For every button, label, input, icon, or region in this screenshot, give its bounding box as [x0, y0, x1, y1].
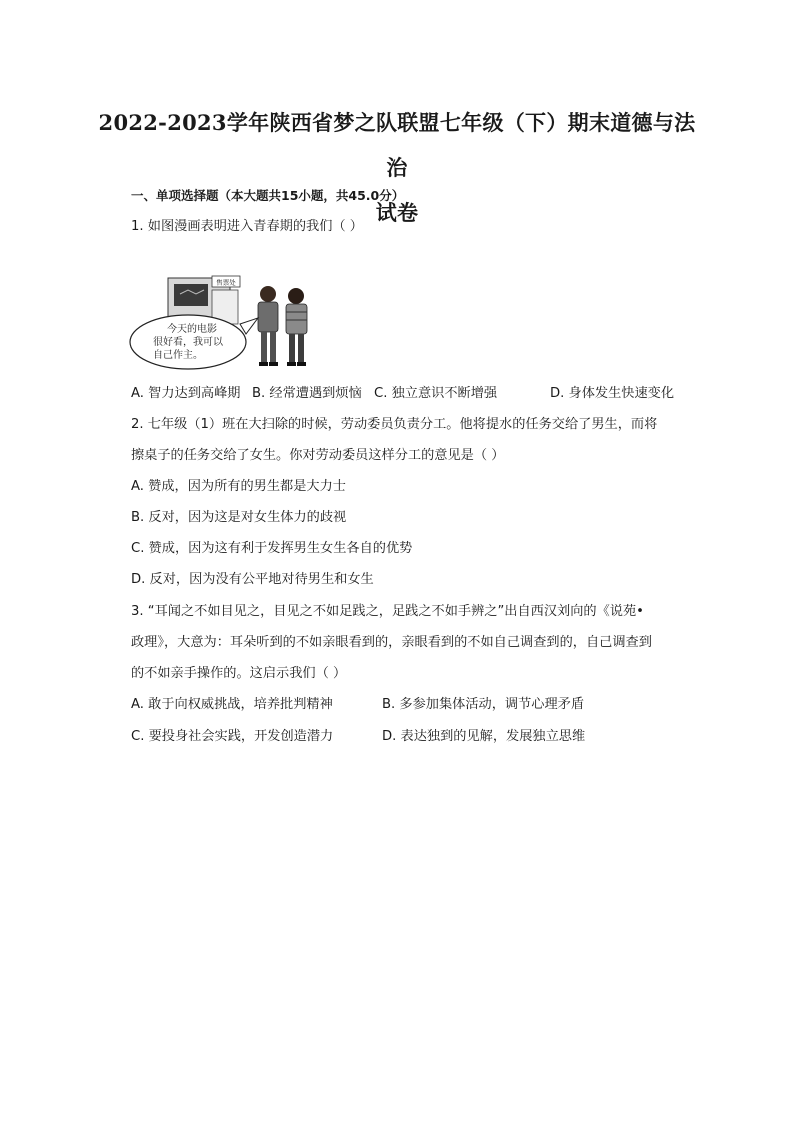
question-3-stem-line-1: 3. “耳闻之不如目见之，目见之不如足践之，足践之不如手辨之”出自西汉刘向的《说苑• [131, 604, 644, 619]
q1-option-b[interactable]: B. 经常遭遇到烦恼 [252, 386, 362, 401]
booth-sign: 售票处 [216, 278, 236, 287]
q1-option-a[interactable]: A. 智力达到高峰期 [131, 386, 241, 401]
bubble-line-2: 很好看，我可以 [153, 337, 223, 348]
title-line-1: 2022-2023学年陕西省梦之队联盟七年级（下）期末道德与法治 [98, 110, 696, 180]
boy-figure-left [258, 286, 278, 366]
question-1-stem: 1. 如图漫画表明进入青春期的我们（ ） [131, 219, 363, 234]
question-3-stem-line-3: 的不如亲手操作的。这启示我们（ ） [131, 666, 347, 681]
title-line-2: 试卷 [375, 200, 419, 225]
cartoon-figure [128, 272, 324, 372]
q2-option-d[interactable]: D. 反对，因为没有公平地对待男生和女生 [131, 572, 374, 587]
q1-option-d[interactable]: D. 身体发生快速变化 [550, 386, 675, 401]
question-3-stem-line-2: 政理》，大意为：耳朵听到的不如亲眼看到的，亲眼看到的不如自己调查到的，自己调查到 [131, 635, 652, 650]
bubble-line-1: 今天的电影 [167, 324, 217, 335]
q3-option-b[interactable]: B. 多参加集体活动，调节心理矛盾 [382, 697, 585, 712]
booth-window [174, 284, 208, 306]
q2-option-a[interactable]: A. 赞成，因为所有的男生都是大力士 [131, 479, 346, 494]
q2-option-b[interactable]: B. 反对，因为这是对女生体力的歧视 [131, 510, 347, 525]
q1-option-c[interactable]: C. 独立意识不断增强 [374, 386, 498, 401]
document-title [90, 100, 704, 235]
section-heading: 一、单项选择题（本大题共15小题，共45.0分） [131, 188, 405, 203]
boy-figure-right [286, 288, 307, 366]
q3-option-d[interactable]: D. 表达独到的见解，发展独立思维 [382, 729, 586, 744]
q2-option-c[interactable]: C. 赞成，因为这有利于发挥男生女生各自的优势 [131, 541, 413, 556]
q3-option-c[interactable]: C. 要投身社会实践，开发创造潜力 [131, 729, 334, 744]
bubble-line-3: 自己作主。 [153, 350, 203, 361]
question-2-stem-line-1: 2. 七年级（1）班在大扫除的时候，劳动委员负责分工。他将提水的任务交给了男生，而将 [131, 417, 658, 432]
question-2-stem-line-2: 擦桌子的任务交给了女生。你对劳动委员这样分工的意见是（ ） [131, 448, 505, 463]
q3-option-a[interactable]: A. 敢于向权威挑战，培养批判精神 [131, 697, 333, 712]
